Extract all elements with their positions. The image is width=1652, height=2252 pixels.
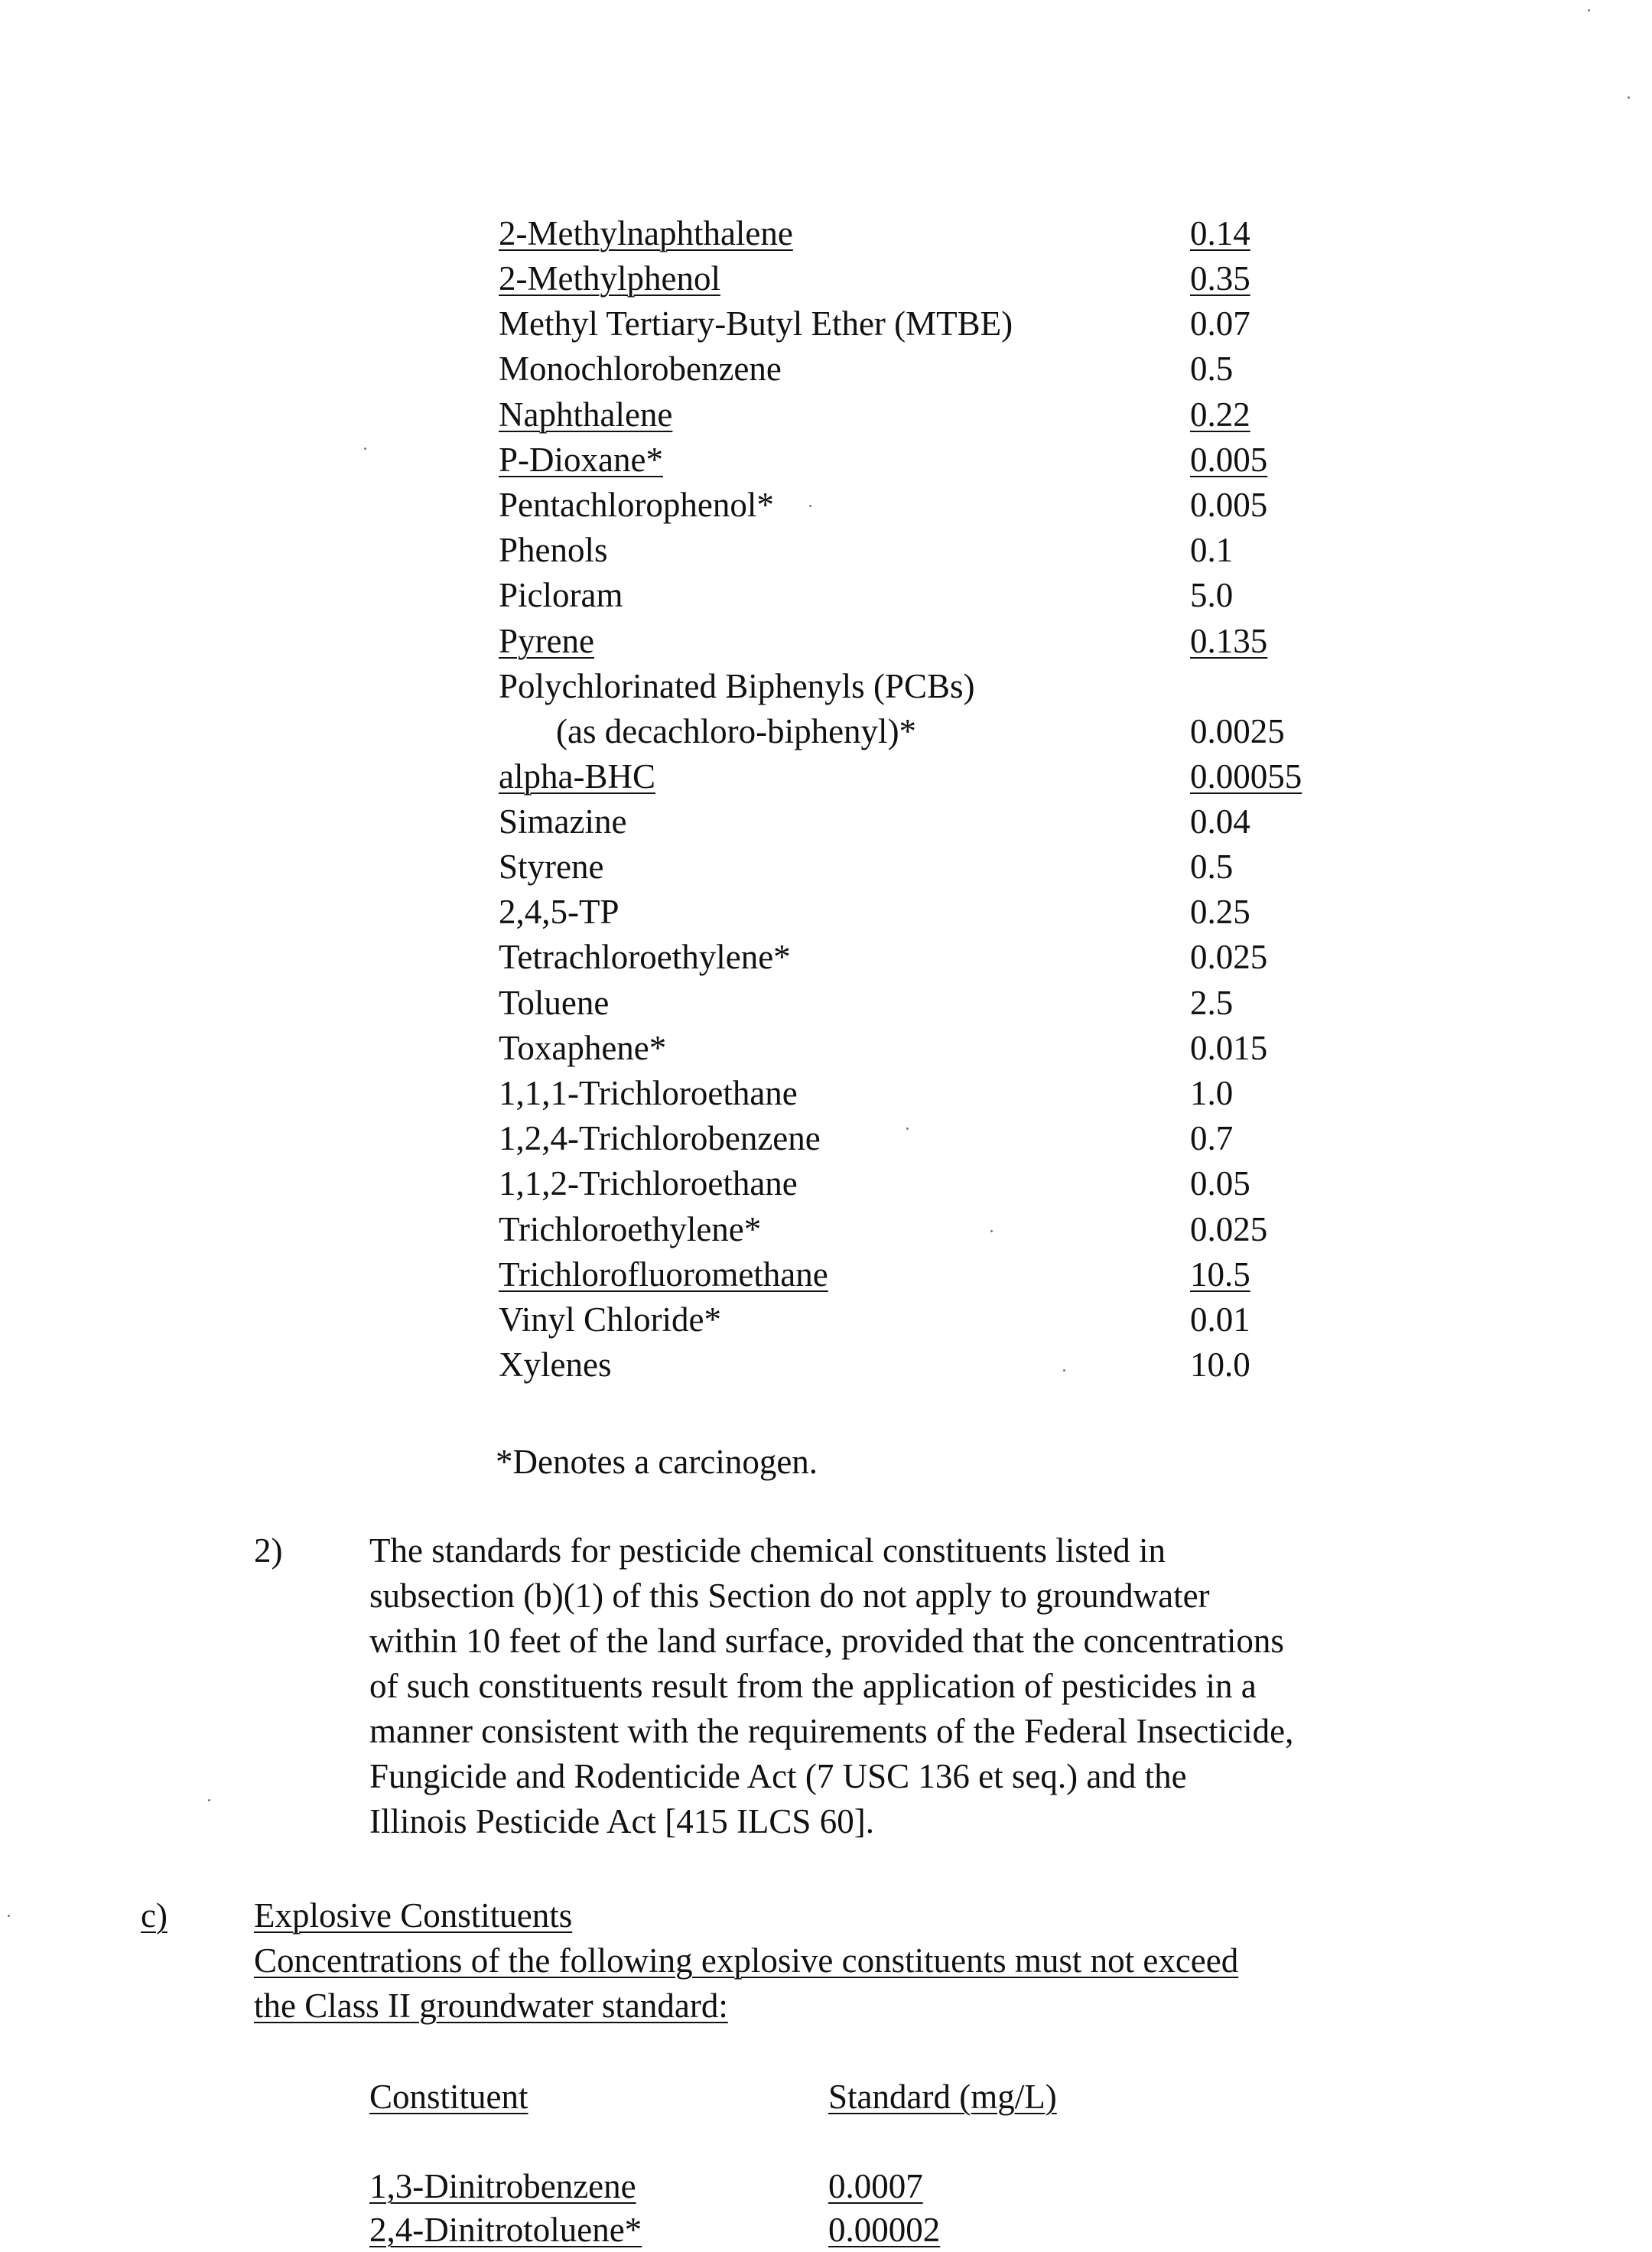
scan-speck <box>364 447 366 450</box>
constituent-value: 0.00055 <box>1190 757 1302 796</box>
constituent-name-continuation: (as decachloro-biphenyl)* <box>556 712 917 750</box>
constituent-value: 10.0 <box>1190 1346 1250 1384</box>
constituent-value: 0.22 <box>1190 395 1250 434</box>
constituent-name: 1,1,2-Trichloroethane <box>499 1164 798 1202</box>
constituent-name: 2,4,5-TP <box>499 893 620 931</box>
constituent-name: Simazine <box>499 802 627 841</box>
paragraph-line: of such constituents result from the application of pesticides in a <box>369 1667 1257 1705</box>
constituent-value: 10.5 <box>1190 1255 1250 1294</box>
column-header-constituent: Constituent <box>369 2078 528 2116</box>
scan-speck <box>1063 1369 1065 1372</box>
constituent-name: Tetrachloroethylene* <box>499 938 791 976</box>
constituent-value: 0.005 <box>1190 486 1268 524</box>
constituent-value: 0.005 <box>1190 441 1268 479</box>
constituent-name: 2-Methylphenol <box>499 259 720 298</box>
scan-speck <box>1588 9 1590 11</box>
constituent-name: Polychlorinated Biphenyls (PCBs) <box>499 667 975 705</box>
section-intro-line: Concentrations of the following explosive constituents must not exceed <box>254 1941 1239 1980</box>
constituent-value: 0.1 <box>1190 531 1234 569</box>
constituent-name: Toluene <box>499 984 610 1022</box>
scan-speck <box>990 1230 993 1232</box>
constituent-value: 0.25 <box>1190 893 1250 931</box>
scan-speck <box>809 505 811 507</box>
constituent-value: 0.5 <box>1190 848 1234 886</box>
constituent-name: Trichlorofluoromethane <box>499 1255 828 1294</box>
constituent-name: 1,2,4-Trichlorobenzene <box>499 1119 821 1157</box>
constituent-value: 0.04 <box>1190 802 1250 841</box>
constituent-name: Pyrene <box>499 622 594 660</box>
scan-speck <box>906 1128 909 1130</box>
explosive-constituent-name: 1,3-Dinitrobenzene <box>369 2167 636 2205</box>
constituent-value: 0.7 <box>1190 1119 1234 1157</box>
constituent-value: 0.0025 <box>1190 712 1285 750</box>
paragraph-line: subsection (b)(1) of this Section do not apply to groundwater <box>369 1577 1210 1615</box>
constituent-value: 0.14 <box>1190 214 1250 252</box>
column-header-standard: Standard (mg/L) <box>828 2078 1057 2116</box>
scan-speck <box>8 1915 10 1917</box>
explosive-constituent-value: 0.00002 <box>828 2211 941 2249</box>
constituent-name: alpha-BHC <box>499 757 655 796</box>
section-intro-line: the Class II groundwater standard: <box>254 1987 728 2025</box>
paragraph-line: Illinois Pesticide Act [415 ILCS 60]. <box>369 1802 874 1840</box>
constituent-name: Phenols <box>499 531 608 569</box>
constituent-name: Xylenes <box>499 1346 612 1384</box>
explosive-constituent-name: 2,4-Dinitrotoluene* <box>369 2211 642 2249</box>
constituent-name: Monochlorobenzene <box>499 350 782 388</box>
paragraph-line: The standards for pesticide chemical constituents listed in <box>369 1531 1166 1570</box>
constituent-value: 0.135 <box>1190 622 1268 660</box>
constituent-value: 5.0 <box>1190 576 1234 614</box>
paragraph-line: Fungicide and Rodenticide Act (7 USC 136 et seq.) and the <box>369 1757 1187 1795</box>
constituent-name: Vinyl Chloride* <box>499 1300 722 1339</box>
constituent-value: 0.025 <box>1190 938 1268 976</box>
constituent-name: 1,1,1-Trichloroethane <box>499 1074 798 1112</box>
constituent-name: Trichloroethylene* <box>499 1210 762 1248</box>
scan-speck <box>1628 96 1630 99</box>
scan-speck <box>208 1799 210 1801</box>
constituent-value: 2.5 <box>1190 984 1234 1022</box>
carcinogen-footnote: *Denotes a carcinogen. <box>496 1443 818 1481</box>
constituent-name: Methyl Tertiary-Butyl Ether (MTBE) <box>499 304 1013 343</box>
constituent-name: Naphthalene <box>499 395 673 434</box>
constituent-value: 0.01 <box>1190 1300 1250 1339</box>
constituent-value: 0.025 <box>1190 1210 1268 1248</box>
constituent-name: Picloram <box>499 576 623 614</box>
paragraph-line: manner consistent with the requirements of the Federal Insecticide, <box>369 1712 1294 1750</box>
constituent-value: 0.07 <box>1190 304 1250 343</box>
constituent-value: 0.5 <box>1190 350 1234 388</box>
constituent-value: 0.05 <box>1190 1164 1250 1202</box>
constituent-name: 2-Methylnaphthalene <box>499 214 793 252</box>
constituent-value: 0.35 <box>1190 259 1250 298</box>
constituent-name: P-Dioxane* <box>499 441 663 479</box>
paragraph-line: within 10 feet of the land surface, provided that the concentrations <box>369 1622 1284 1660</box>
constituent-value: 1.0 <box>1190 1074 1234 1112</box>
item-2-paragraph <box>369 1528 1410 1844</box>
section-label: c) <box>141 1896 167 1935</box>
constituent-name: Pentachlorophenol* <box>499 486 774 524</box>
constituent-value: 0.015 <box>1190 1029 1268 1067</box>
constituent-name: Toxaphene* <box>499 1029 667 1067</box>
item-number: 2) <box>254 1531 283 1570</box>
section-title: Explosive Constituents <box>254 1896 573 1935</box>
explosive-constituent-value: 0.0007 <box>828 2167 923 2205</box>
constituent-name: Styrene <box>499 848 604 886</box>
